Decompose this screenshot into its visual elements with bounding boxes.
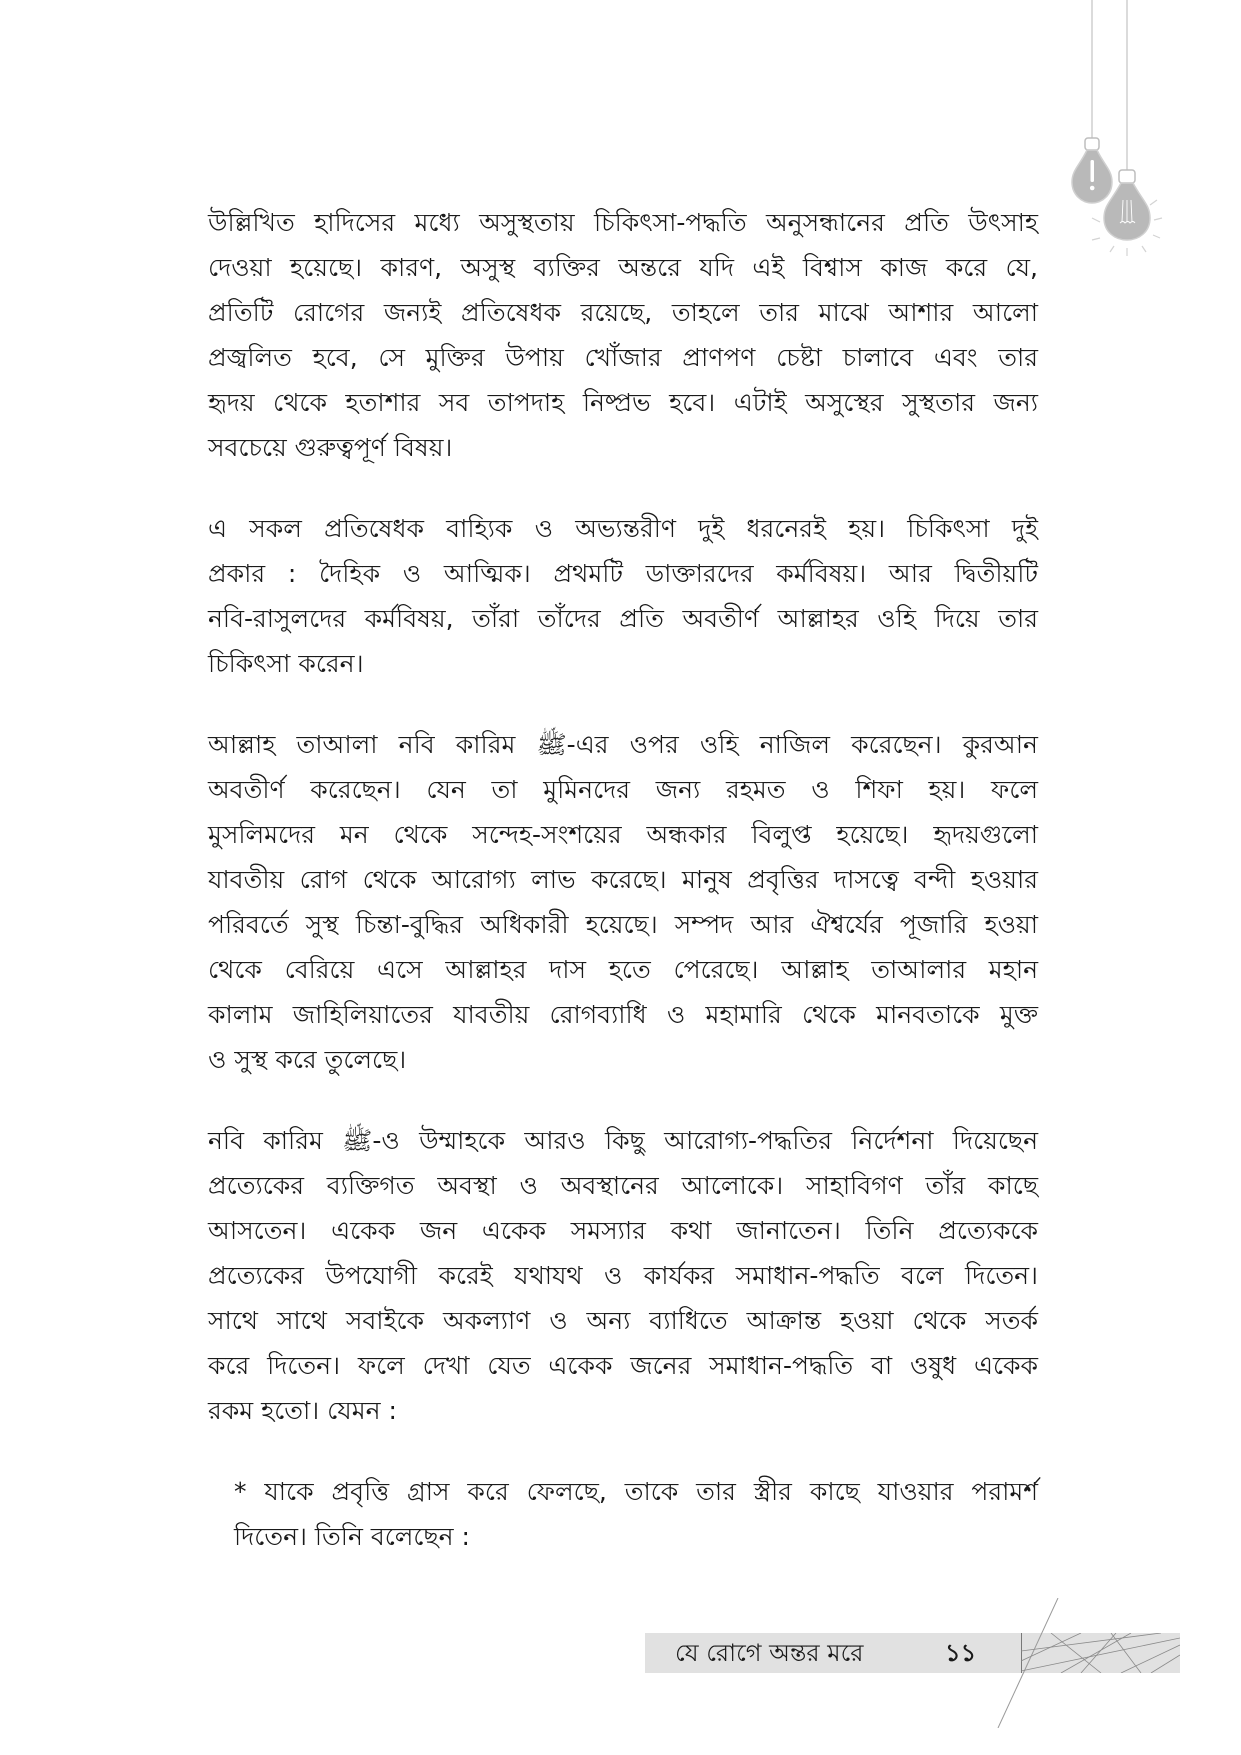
text-line: প্রজ্বলিত হবে, সে মুক্তির উপায় খোঁজার প্রাণপণ চেষ্টা চালাবে এবং তার (208, 343, 1038, 372)
text-line: চিকিৎসা করেন। (208, 649, 364, 678)
text-line: মুসলিমদের মন থেকে সন্দেহ-সংশয়ের অন্ধকার বিলুপ্ত হয়েছে। হৃদয়গুলো (208, 820, 1038, 849)
text-line: প্রকার : দৈহিক ও আত্মিক। প্রথমটি ডাক্তারদের কর্মবিষয়। আর দ্বিতীয়টি (208, 559, 1038, 588)
text-line: প্রতিটি রোগের জন্যই প্রতিষেধক রয়েছে, তাহলে তার মাঝে আশার আলো (208, 298, 1038, 327)
bullet-item (208, 1469, 1038, 1559)
page-number: ১১ (945, 1639, 977, 1667)
page-body (208, 200, 1038, 1559)
paragraph-1 (208, 200, 1038, 470)
text-line: নবি কারিম ﷺ-ও উম্মাহকে আরও কিছু আরোগ্য-পদ্ধতির নির্দেশনা দিয়েছেন (208, 1126, 1038, 1155)
text-line: থেকে বেরিয়ে এসে আল্লাহর দাস হতে পেরেছে। আল্লাহ তাআলার মহান (208, 955, 1038, 984)
text-line: নবি-রাসুলদের কর্মবিষয়, তাঁরা তাঁদের প্রতি অবতীর্ণ আল্লাহর ওহি দিয়ে তার (208, 604, 1038, 633)
text-line: হৃদয় থেকে হতাশার সব তাপদাহ নিষ্প্রভ হবে। এটাই অসুস্থের সুস্থতার জন্য (208, 388, 1038, 417)
text-line: * যাকে প্রবৃত্তি গ্রাস করে ফেলছে, তাকে তার স্ত্রীর কাছে যাওয়ার পরামর্শ (234, 1477, 1038, 1506)
decorative-line-pattern (1021, 1633, 1180, 1673)
text-line: অবতীর্ণ করেছেন। যেন তা মুমিনদের জন্য রহমত ও শিফা হয়। ফলে (208, 775, 1038, 804)
text-line: আল্লাহ তাআলা নবি কারিম ﷺ-এর ওপর ওহি নাজিল করেছেন। কুরআন (208, 730, 1038, 759)
paragraph-2 (208, 506, 1038, 686)
page-footer (645, 1633, 1180, 1673)
paragraph-4 (208, 1118, 1038, 1433)
text-line: এ সকল প্রতিষেধক বাহ্যিক ও অভ্যন্তরীণ দুই ধরনেরই হয়। চিকিৎসা দুই (208, 514, 1038, 543)
paragraph-3 (208, 722, 1038, 1082)
text-line: পরিবর্তে সুস্থ চিন্তা-বুদ্ধির অধিকারী হয়েছে। সম্পদ আর ঐশ্বর্যের পূজারি হওয়া (208, 910, 1038, 939)
text-line: প্রত্যেকের ব্যক্তিগত অবস্থা ও অবস্থানের আলোকে। সাহাবিগণ তাঁর কাছে (208, 1171, 1038, 1200)
running-book-title: যে রোগে অন্তর মরে (675, 1639, 864, 1667)
text-line: রকম হতো। যেমন : (208, 1396, 397, 1425)
text-line: উল্লিখিত হাদিসের মধ্যে অসুস্থতায় চিকিৎসা-পদ্ধতি অনুসন্ধানের প্রতি উৎসাহ (208, 208, 1038, 237)
text-line: কালাম জাহিলিয়াতের যাবতীয় রোগব্যাধি ও মহামারি থেকে মানবতাকে মুক্ত (208, 1000, 1038, 1029)
text-line: দেওয়া হয়েছে। কারণ, অসুস্থ ব্যক্তির অন্তরে যদি এই বিশ্বাস কাজ করে যে, (208, 253, 1038, 282)
text-line: সবচেয়ে গুরুত্বপূর্ণ বিষয়। (208, 433, 453, 462)
text-line: করে দিতেন। ফলে দেখা যেত একেক জনের সমাধান-পদ্ধতি বা ওষুধ একেক (208, 1351, 1038, 1380)
text-line: সাথে সাথে সবাইকে অকল্যাণ ও অন্য ব্যাধিতে আক্রান্ত হওয়া থেকে সতর্ক (208, 1306, 1038, 1335)
text-line: দিতেন। তিনি বলেছেন : (234, 1522, 470, 1551)
hanging-light-bulbs-icon (1060, 0, 1180, 260)
text-line: আসতেন। একেক জন একেক সমস্যার কথা জানাতেন। তিনি প্রত্যেককে (208, 1216, 1038, 1245)
text-line: ও সুস্থ করে তুলেছে। (208, 1045, 407, 1074)
text-line: যাবতীয় রোগ থেকে আরোগ্য লাভ করেছে। মানুষ প্রবৃত্তির দাসত্বে বন্দী হওয়ার (208, 865, 1038, 894)
text-line: প্রত্যেকের উপযোগী করেই যথাযথ ও কার্যকর সমাধান-পদ্ধতি বলে দিতেন। (208, 1261, 1038, 1290)
